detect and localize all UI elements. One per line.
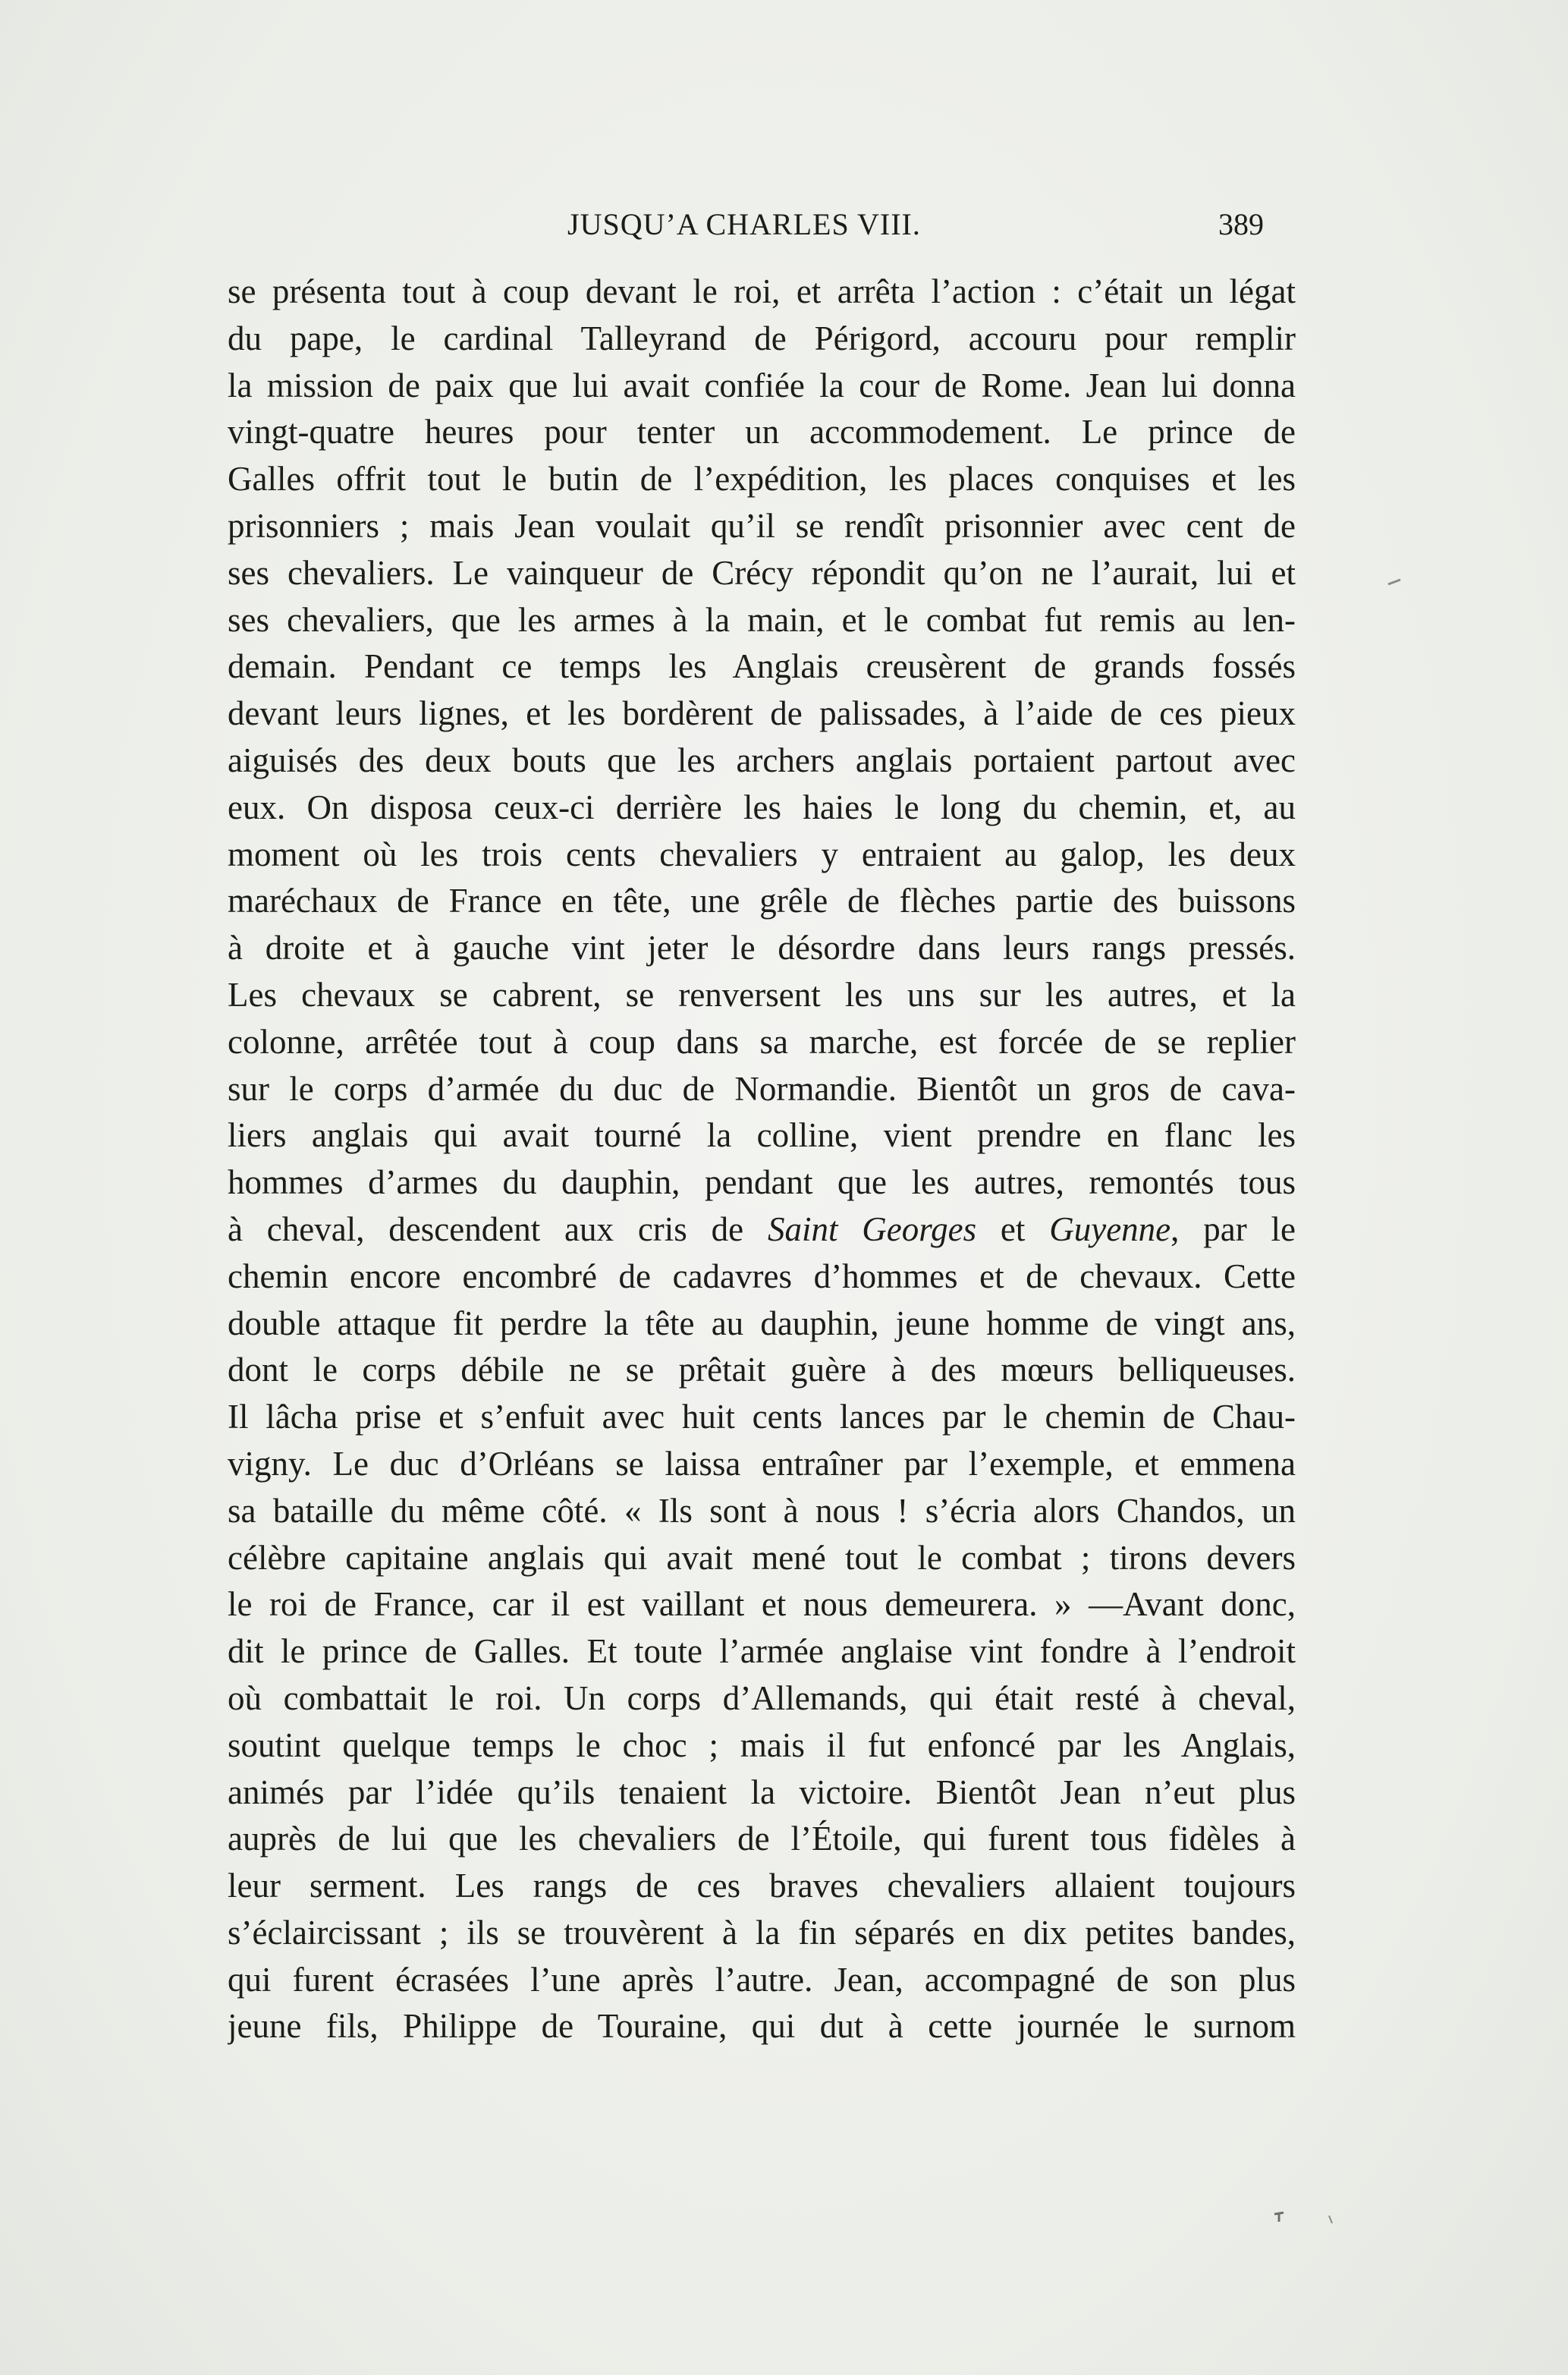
text-line: qui furent écrasées l’une après l’autre. Jean, accompagné de son plus [228, 1960, 1296, 1999]
text-line: sur le corps d’armée du duc de Normandie. Bientôt un gros de cava- [228, 1069, 1296, 1108]
text-line: la mission de paix que lui avait confiée la cour de Rome. Jean lui donna [228, 366, 1296, 404]
text-line: se présenta tout à coup devant le roi, et arrêta l’action : c’était un légat [228, 272, 1296, 310]
text-line: du pape, le cardinal Talleyrand de Périgord, accouru pour remplir [228, 319, 1296, 357]
text-line-with-italics [228, 1206, 1296, 1254]
text-line: aiguisés des deux bouts que les archers anglais portaient partout avec [228, 741, 1296, 779]
italic-phrase-guyenne: Guyenne [1049, 1210, 1171, 1248]
text-line: moment où les trois cents chevaliers y entraient au galop, les deux [228, 835, 1296, 873]
text-line: dont le corps débile ne se prêtait guère à des mœurs belliqueuses. [228, 1351, 1296, 1389]
text-line: chemin encore encombré de cadavres d’hommes et de chevaux. Cette [228, 1257, 1296, 1295]
text-line: vingt-quatre heures pour tenter un accommodement. Le prince de [228, 413, 1296, 451]
text-line: ses chevaliers, que les armes à la main, et le combat fut remis au len- [228, 600, 1296, 639]
text-line: liers anglais qui avait tourné la colline, vient prendre en flanc les [228, 1116, 1296, 1155]
text-line: maréchaux de France en tête, une grêle de flèches partie des buissons [228, 882, 1296, 920]
text-line: leur serment. Les rangs de ces braves chevaliers allaient toujours [228, 1867, 1296, 1905]
text-line: Les chevaux se cabrent, se renversent les uns sur les autres, et la [228, 975, 1296, 1014]
text-line: hommes d’armes du dauphin, pendant que les autres, remontés tous [228, 1163, 1296, 1202]
page-number: 389 [1218, 207, 1264, 241]
italic-phrase-saint-georges: Saint Georges [767, 1210, 977, 1248]
text-line: ses chevaliers. Le vainqueur de Crécy répondit qu’on ne l’aurait, lui et [228, 553, 1296, 592]
text-line: auprès de lui que les chevaliers de l’Étoile, qui furent tous fidèles à [228, 1820, 1296, 1858]
text-line: demain. Pendant ce temps les Anglais creusèrent de grands fossés [228, 647, 1296, 686]
paper-speck [1329, 2216, 1332, 2223]
text-line: jeune fils, Philippe de Touraine, qui dut à cette journée le surnom [228, 2007, 1296, 2046]
text-line: sa bataille du même côté. « Ils sont à nous ! s’écria alors Chandos, un [228, 1491, 1296, 1530]
text-line: où combattait le roi. Un corps d’Allemands, qui était resté à cheval, [228, 1678, 1296, 1717]
text-line: prisonniers ; mais Jean voulait qu’il se rendît prisonnier avec cent de [228, 506, 1296, 545]
line-segment: , par le [1171, 1210, 1296, 1248]
text-line: Il lâcha prise et s’enfuit avec huit cents lances par le chemin de Chau- [228, 1398, 1296, 1436]
line-segment: et [976, 1210, 1050, 1248]
text-line: double attaque fit perdre la tête au dauphin, jeune homme de vingt ans, [228, 1304, 1296, 1342]
paper-speck [1274, 2213, 1284, 2222]
line-segment: à cheval, descendent aux cris de [228, 1210, 768, 1248]
text-line: colonne, arrêtée tout à coup dans sa marche, est forcée de se replier [228, 1022, 1296, 1061]
text-line: Galles offrit tout le butin de l’expédition, les places conquises et les [228, 460, 1296, 499]
body-text [228, 269, 1296, 2050]
text-line: eux. On disposa ceux-ci derrière les haies le long du chemin, et, au [228, 788, 1296, 826]
running-title: JUSQU’A CHARLES VIII. [567, 207, 921, 241]
text-line: animés par l’idée qu’ils tenaient la victoire. Bientôt Jean n’eut plus [228, 1773, 1296, 1811]
running-head [0, 202, 1568, 247]
text-line: s’éclaircissant ; ils se trouvèrent à la fin séparés en dix petites bandes, [228, 1913, 1296, 1952]
text-line: dit le prince de Galles. Et toute l’armée anglaise vint fondre à l’endroit [228, 1632, 1296, 1671]
text-line: le roi de France, car il est vaillant et nous demeurera. » —Avant donc, [228, 1585, 1296, 1624]
text-line: célèbre capitaine anglais qui avait mené tout le combat ; tirons devers [228, 1538, 1296, 1577]
text-line: devant leurs lignes, et les bordèrent de palissades, à l’aide de ces pieux [228, 694, 1296, 733]
text-line: vigny. Le duc d’Orléans se laissa entraîner par l’exemple, et emmena [228, 1444, 1296, 1483]
text-line: soutint quelque temps le choc ; mais il fut enfoncé par les Anglais, [228, 1725, 1296, 1764]
paper-speck [1388, 580, 1400, 584]
text-line: à droite et à gauche vint jeter le désordre dans leurs rangs pressés. [228, 929, 1296, 967]
